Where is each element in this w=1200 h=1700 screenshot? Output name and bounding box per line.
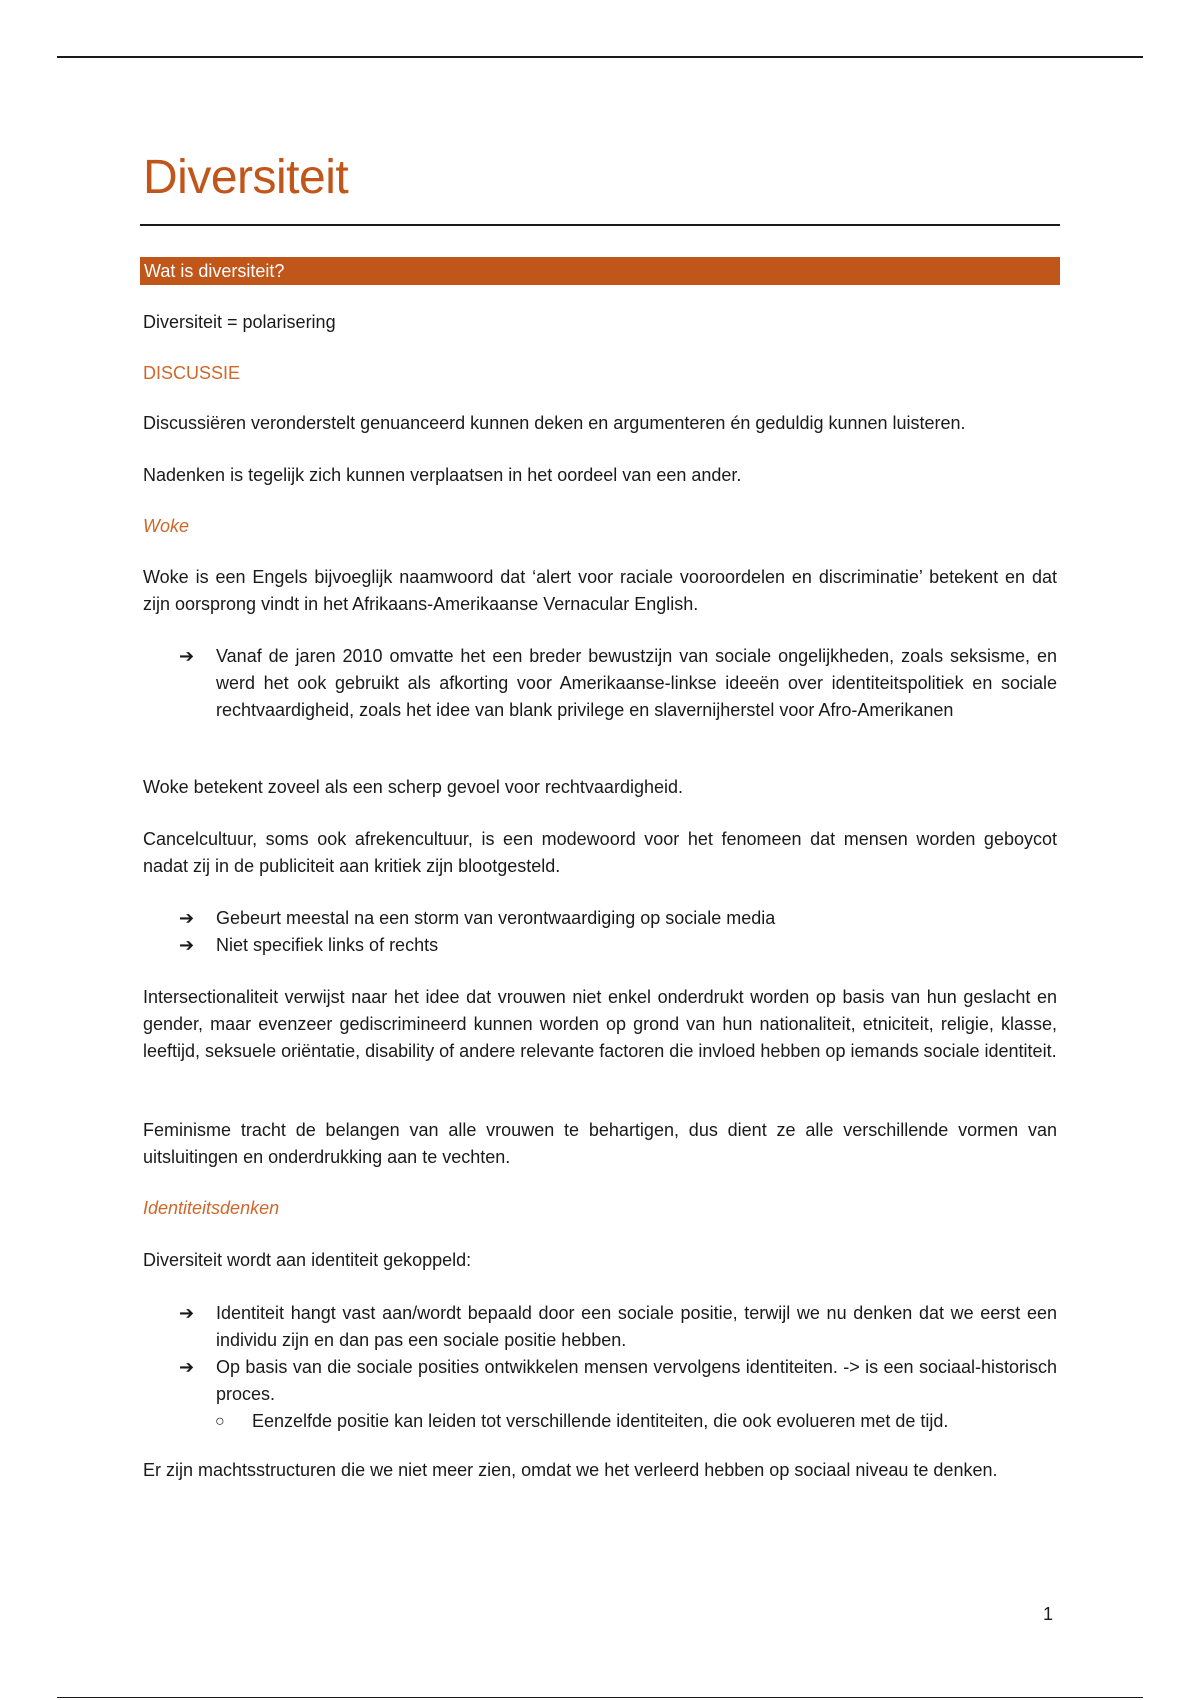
paragraph-discussieren: Discussiëren veronderstelt genuanceerd kunnen deken en argumenteren én geduldig kunnen luisteren. — [143, 413, 966, 433]
list-item — [179, 643, 1057, 724]
page-number: 1 — [1043, 1604, 1054, 1624]
subheading-woke: Woke — [143, 516, 190, 536]
list-item — [179, 1300, 1057, 1354]
list-item — [179, 1354, 1057, 1435]
page-top-rule — [57, 56, 1143, 58]
arrow-right-icon: ➔ — [179, 935, 195, 955]
arrow-right-icon: ➔ — [179, 908, 195, 928]
list-item-text: Niet specifiek links of rechts — [216, 935, 439, 955]
list-item — [179, 905, 1057, 932]
paragraph-diversiteit-identiteit: Diversiteit wordt aan identiteit gekoppeld: — [143, 1250, 472, 1270]
identity-bullet-list — [179, 1300, 1057, 1435]
page-bottom-rule — [57, 1697, 1143, 1698]
arrow-right-icon: ➔ — [179, 1357, 195, 1377]
list-item-text: Eenzelfde positie kan leiden tot verschillende identiteiten, die ook evolueren met de tijd. — [252, 1411, 949, 1431]
paragraph-woke-rechtvaardigheid: Woke betekent zoveel als een scherp gevoel voor rechtvaardigheid. — [143, 777, 683, 797]
list-item-text: Vanaf de jaren 2010 omvatte het een breder bewustzijn van sociale ongelijkheden, zoals seksisme, en werd het ook gebruikt als afkorting voor Amerikaanse-linkse ideeën over identiteitspolitiek en sociale rechtvaardigheid, zoals het idee van blank privilege en slavernijherstel voor Afro-Amerikanen — [216, 646, 1057, 720]
subheading-identiteitsdenken: Identiteitsdenken — [143, 1198, 280, 1218]
page-title: Diversiteit — [143, 151, 349, 204]
list-item — [179, 932, 1057, 959]
list-item-text: Gebeurt meestal na een storm van verontwaardiging op sociale media — [216, 908, 776, 928]
subheading-discussie: DISCUSSIE — [143, 363, 241, 383]
section-heading: Wat is diversiteit? — [140, 257, 1060, 285]
cancel-bullet-list — [179, 905, 1057, 959]
circle-bullet-icon: ○ — [215, 1413, 225, 1430]
arrow-right-icon: ➔ — [179, 646, 195, 666]
paragraph-cancelcultuur: Cancelcultuur, soms ook afrekencultuur, is een modewoord voor het fenomeen dat mensen worden geboycot nadat zij in de publiciteit aan kritiek zijn blootgesteld. — [143, 829, 1057, 876]
title-underline — [140, 224, 1060, 226]
paragraph-machtsstructuren: Er zijn machtsstructuren die we niet meer zien, omdat we het verleerd hebben op sociaal niveau te denken. — [143, 1460, 998, 1480]
list-item — [179, 1408, 1057, 1435]
woke-bullet-list — [179, 643, 1057, 724]
paragraph-woke-definitie: Woke is een Engels bijvoeglijk naamwoord dat ‘alert voor raciale vooroordelen en discriminatie’ betekent en dat zijn oorsprong vindt in het Afrikaans-Amerikaanse Vernacular English. — [143, 567, 1057, 614]
paragraph-nadenken: Nadenken is tegelijk zich kunnen verplaatsen in het oordeel van een ander. — [143, 465, 742, 485]
arrow-right-icon: ➔ — [179, 1303, 195, 1323]
paragraph-feminisme: Feminisme tracht de belangen van alle vrouwen te behartigen, dus dient ze alle verschillende vormen van uitsluitingen en onderdrukking aan te vechten. — [143, 1120, 1057, 1167]
paragraph-intersectionaliteit: Intersectionaliteit verwijst naar het idee dat vrouwen niet enkel onderdrukt worden op basis van hun geslacht en gender, maar evenzeer gediscrimineerd kunnen worden op grond van hun nationaliteit, etniciteit, religie, klasse, leeftijd, seksuele oriëntatie, disability of andere relevante factoren die invloed hebben op iemands sociale identiteit. — [143, 987, 1057, 1061]
list-item-text: Op basis van die sociale posities ontwikkelen mensen vervolgens identiteiten. -> is een sociaal-historisch proces. — [216, 1357, 1057, 1404]
paragraph-diversiteit-polarisering: Diversiteit = polarisering — [143, 312, 336, 332]
list-item-text: Identiteit hangt vast aan/wordt bepaald door een sociale positie, terwijl we nu denken dat we eerst een individu zijn en dan pas een sociale positie hebben. — [216, 1303, 1057, 1350]
identity-sublist — [216, 1408, 1057, 1435]
